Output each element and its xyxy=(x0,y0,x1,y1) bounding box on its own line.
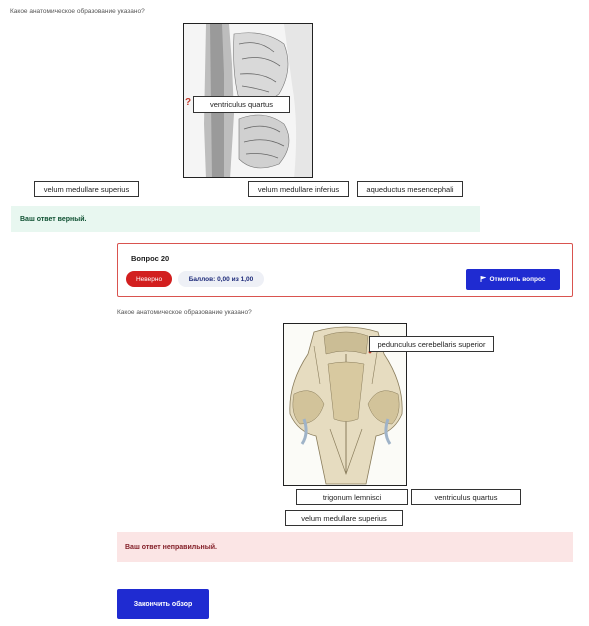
option-velum-medullare-superius[interactable]: velum medullare superius xyxy=(34,181,139,197)
option-trigonum-lemnisci[interactable]: trigonum lemnisci xyxy=(296,489,408,505)
option-velum-medullare-superius[interactable]: velum medullare superius xyxy=(285,510,403,526)
question-number: Вопрос 20 xyxy=(131,254,170,263)
option-ventriculus-quartus[interactable]: ventriculus quartus xyxy=(411,489,521,505)
option-aqueductus-mesencephali[interactable]: aqueductus mesencephali xyxy=(357,181,463,197)
option-velum-medullare-inferius[interactable]: velum medullare inferius xyxy=(248,181,349,197)
marker-question: ? xyxy=(185,97,192,108)
dropped-answer-box[interactable]: ventriculus quartus xyxy=(193,96,290,113)
flag-question-label: Отметить вопрос xyxy=(489,276,546,283)
flag-question-button[interactable] xyxy=(466,269,560,290)
feedback-incorrect: Ваш ответ неправильный. xyxy=(117,532,573,562)
finish-review-button[interactable]: Закончить обзор xyxy=(117,589,209,619)
score-badge: Баллов: 0,00 из 1,00 xyxy=(178,271,264,287)
status-badge: Неверно xyxy=(126,271,172,287)
question1-prompt: Какое анатомическое образование указано? xyxy=(10,8,145,15)
flag-icon xyxy=(480,276,486,284)
feedback-correct: Ваш ответ верный. xyxy=(11,206,480,232)
question-info-card xyxy=(117,243,573,297)
dropped-answer-box[interactable]: pedunculus cerebellaris superior xyxy=(369,336,494,352)
question2-prompt: Какое анатомическое образование указано? xyxy=(117,309,252,316)
